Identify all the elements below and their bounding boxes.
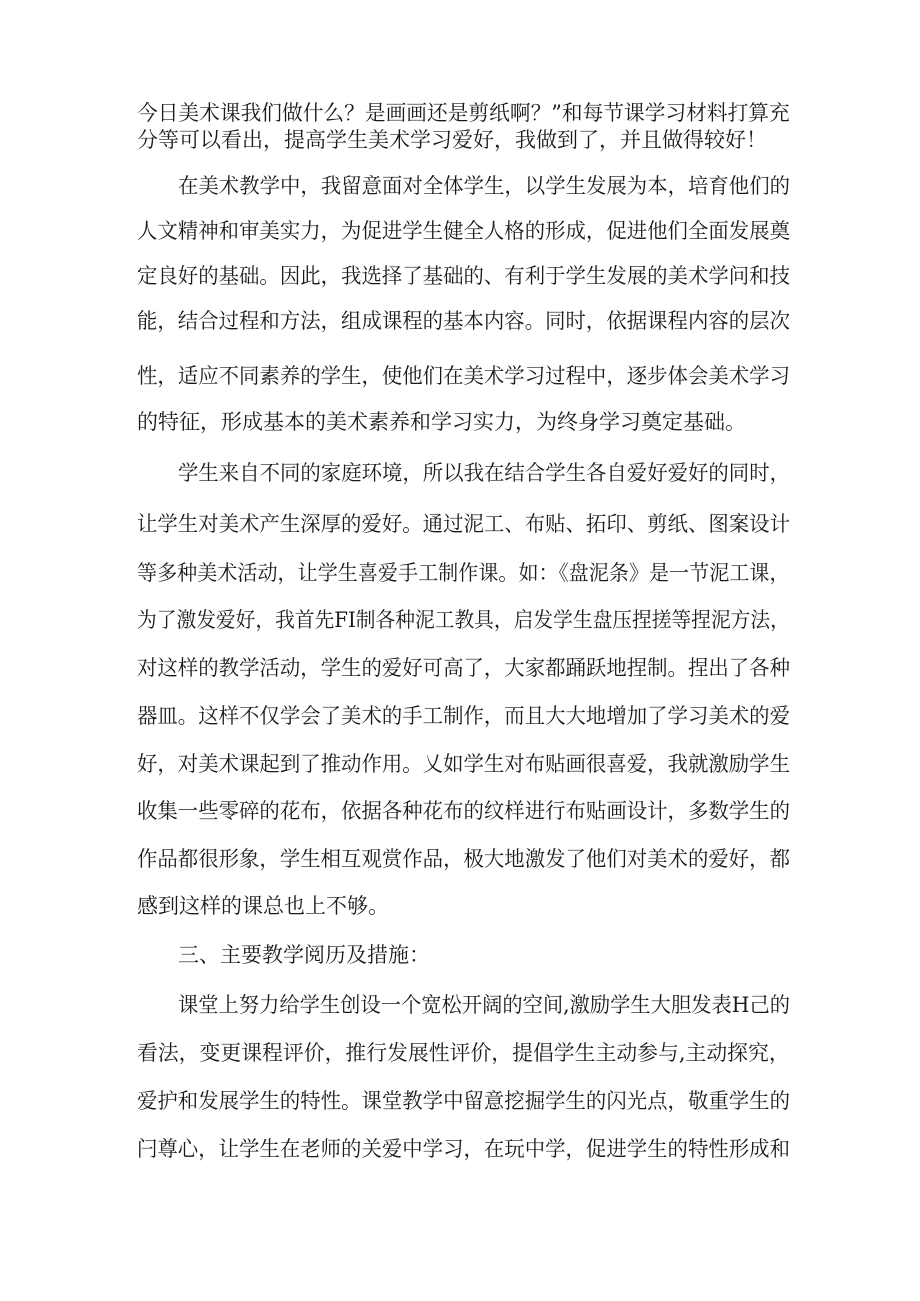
text-line: 人文精神和审美实力，为促进学生健全人格的形成，促进他们全面发展奠 [137, 219, 790, 243]
text-line: 今日美术课我们做什么？是画画还是剪纸啊？”和每节课学习材料打算充 [137, 101, 790, 125]
text-line: 作品都很形象，学生相互观赏作品，极大地激发了他们对美术的爱好，都 [137, 847, 790, 871]
text-line: 闩尊心，让学生在老师的关爱中学习，在玩中学，促进学生的特性形成和 [137, 1137, 790, 1161]
section-heading: 三、主要教学阅历及措施： [178, 943, 430, 967]
text-line: 在美术教学中，我留意面对全体学生，以学生发展为本，培育他们的 [178, 174, 790, 198]
text-line: 让学生对美术产生深厚的爱好。通过泥工、布贴、拓印、剪纸、图案设计 [137, 512, 790, 536]
text-line: 爱护和发展学生的特性。课堂教学中留意挖掘学生的闪光点，敬重学生的 [137, 1089, 790, 1113]
text-line: 对这样的教学活动，学生的爱好可高了，大家都踊跃地捏制。捏出了各种 [137, 656, 790, 680]
text-line: 感到这样的课总也上不够。 [137, 894, 389, 918]
text-line: 为了激发爱好，我首先FI制各种泥工教具，启发学生盘压捏搓等捏泥方法， [137, 608, 790, 632]
text-line: 分等可以看出，提高学生美术学习爱好，我做到了，并且做得较好！ [137, 128, 767, 152]
text-line: 器皿。这样不仅学会了美术的手工制作，而且大大地增加了学习美术的爱 [137, 704, 790, 728]
text-line: 好，对美术课起到了推动作用。乂如学生对布贴画很喜爱，我就激励学生 [137, 752, 790, 776]
text-line: 收集一些零碎的花布，依据各种花布的纹样进行布贴画设计，多数学生的 [137, 799, 790, 823]
text-line: 性，适应不同素养的学生，使他们在美术学习过程中，逐步体会美术学习 [137, 364, 790, 388]
text-line: 课堂上努力给学生创设一个宽松开阔的空间,激励学生大胆发表H己的 [178, 993, 790, 1017]
text-line: 看法，变更课程评价，推行发展性评价，提倡学生主动参与,主动探究， [137, 1041, 790, 1065]
text-line: 定良好的基础。因此，我选择了基础的、有利于学生发展的美术学问和技 [137, 264, 790, 288]
text-line: 学生来自不同的家庭环境，所以我在结合学生各自爱好爱好的同时， [178, 461, 790, 485]
text-line: 等多种美术活动，让学生喜爱手工制作课。如：《盘泥条》是一节泥工课， [137, 561, 790, 585]
text-line: 能，结合过程和方法，组成课程的基本内容。同时，依据课程内容的层次 [137, 309, 790, 333]
text-line: 的特征，形成基本的美术素养和学习实力，为终身学习奠定基础。 [137, 410, 746, 434]
